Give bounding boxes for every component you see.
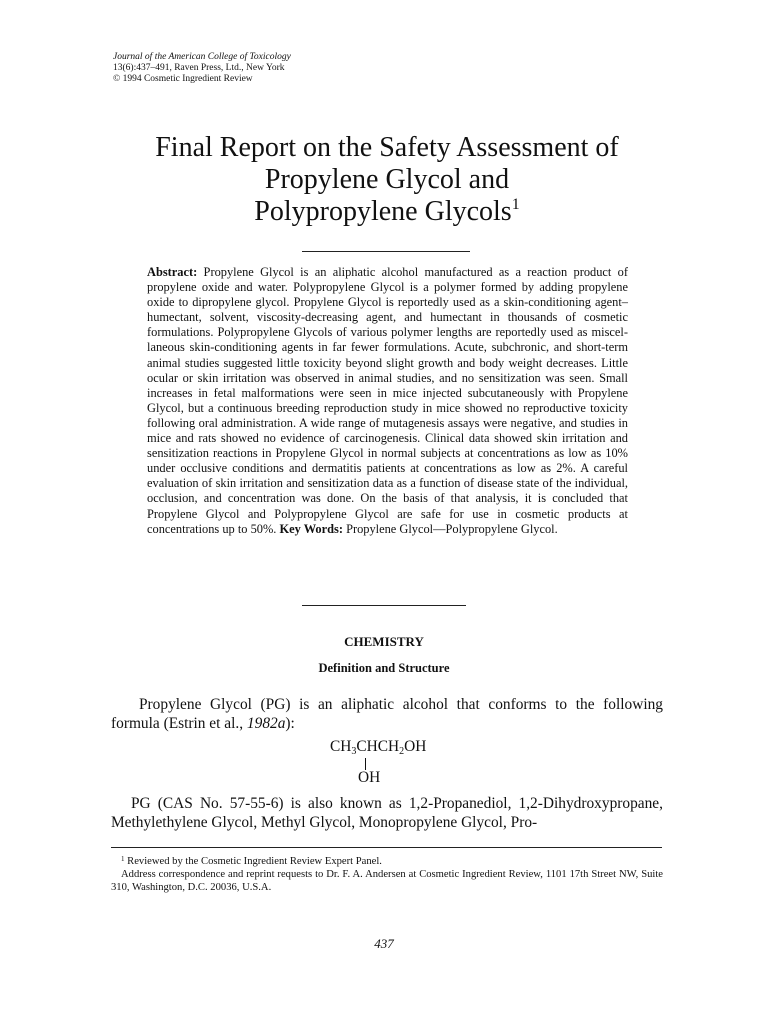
footnotes bbox=[111, 855, 663, 894]
paragraph-1-text: Propylene Glycol (PG) is an aliphatic alcohol that conforms to the following formula (Estrin et al., bbox=[111, 696, 663, 732]
formula-branch: OH bbox=[358, 769, 381, 786]
citation-year: 1982a bbox=[246, 715, 286, 732]
footnote-1 bbox=[111, 855, 663, 868]
title-line-3 bbox=[60, 196, 714, 228]
paragraph-2: PG (CAS No. 57-55-6) is also known as 1,2-Propanediol, 1,2-Dihydroxypropane, Methylethylene Glycol, Methyl Glycol, Monopropylene Glycol, Pro- bbox=[111, 795, 663, 831]
paper-title bbox=[60, 132, 714, 228]
page-number: 437 bbox=[374, 936, 394, 951]
paragraph-1 bbox=[111, 695, 663, 733]
chemical-formula bbox=[330, 738, 426, 755]
formula-sub-2: 2 bbox=[399, 746, 405, 757]
section-subheading: Definition and Structure bbox=[318, 661, 450, 675]
footnote-1-text: Reviewed by the Cosmetic Ingredient Review Expert Panel. bbox=[127, 856, 382, 867]
formula-part-1: CH bbox=[330, 738, 352, 755]
journal-citation: 13(6):437–491, Raven Press, Ltd., New York bbox=[113, 63, 285, 73]
abstract-text: Propylene Glycol is an aliphatic alcohol manufactured as a reaction product of propylene oxide and water. Polypropylene Glycol is a polymer formed by adding propylene oxide to dipropylene glycol. Propylene Glycol is reportedly used as a skin-conditioning agent–humectant, solvent, viscosity-decreasing agent, and humectant in thousands of cosmetic formulations. Polypropylene Glycols of various polymer lengths are reportedly used as miscellaneous skin-conditioning agents in far fewer formulations. Acute, subchronic, and short-term animal studies suggested little toxicity beyond slight growth and body weight decreases. Little ocular or skin irritation was observed in animal studies, and no sensitization was seen. Small increases in fetal malformations were seen in mice injected subcutaneously with Propylene Glycol, but a continuous breeding reproduction study in mice showed no reproductive toxicity following oral administration. A wide range of mutagenesis assays were negative, and studies in mice and rats showed no evidence of carcinogenesis. Clinical data showed skin irritation and sensitization reactions in Propylene Glycol in normal subjects at concentrations as low as 10% under occlusive conditions and dermatitis patients at concentrations as low as 2%. A careful evaluation of skin irritation and sensitization data as a function of disease state of the individual, occlusion, and concentration was done. On the basis of that analysis, it is concluded that Propylene Glycol and Polypropylene Glycol are safe for use in cosmetic products at concentrations up to 50%. bbox=[147, 265, 628, 536]
footnote-rule bbox=[111, 847, 662, 848]
formula-part-3: OH bbox=[404, 738, 427, 755]
title-footnote-mark: 1 bbox=[511, 196, 520, 213]
copyright-line: © 1994 Cosmetic Ingredient Review bbox=[113, 74, 253, 84]
title-line-1: Final Report on the Safety Assessment of bbox=[155, 132, 619, 163]
formula-part-2: CHCH bbox=[356, 738, 400, 755]
keywords-text: Propylene Glycol—Polypropylene Glycol. bbox=[346, 521, 558, 536]
section-heading: CHEMISTRY bbox=[344, 634, 424, 649]
title-line-3-text: Polypropylene Glycols bbox=[254, 196, 512, 227]
abstract-label: Abstract: bbox=[147, 265, 198, 279]
footnote-2: Address correspondence and reprint requests to Dr. F. A. Andersen at Cosmetic Ingredient Review, 1101 17th Street NW, Suite 310, Washington, D.C. 20036, U.S.A. bbox=[111, 869, 663, 893]
formula-sub-1: 3 bbox=[351, 746, 357, 757]
divider-bottom bbox=[302, 605, 466, 606]
footnote-mark: 1 bbox=[121, 855, 125, 863]
title-line-2: Propylene Glycol and bbox=[264, 164, 510, 195]
paragraph-1-end: ): bbox=[285, 715, 295, 732]
abstract bbox=[147, 265, 628, 537]
keywords-label: Key Words: bbox=[279, 521, 343, 536]
journal-header bbox=[113, 52, 291, 85]
journal-name: Journal of the American College of Toxicology bbox=[113, 52, 291, 62]
divider-top bbox=[302, 251, 470, 252]
